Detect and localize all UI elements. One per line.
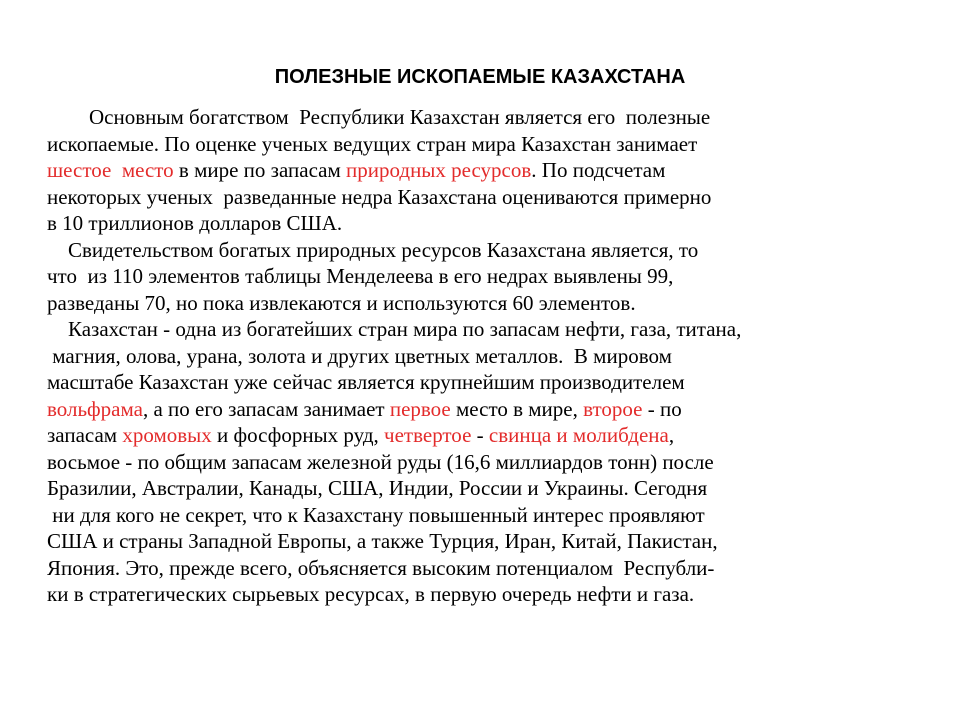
text-segment: - по — [642, 396, 682, 421]
text-line — [47, 502, 927, 529]
text-segment: ки в стратегических сырьевых ресурсах, в первую очередь нефти и газа. — [47, 582, 695, 606]
slide-title: ПОЛЕЗНЫЕ ИСКОПАЕМЫЕ КАЗАХСТАНА — [274, 66, 686, 88]
text-segment: некоторых ученых разведанные недра Казахстана оцениваются примерно — [47, 184, 712, 209]
text-segment: магния, олова, урана, золота и других цветных металлов. В мировом — [47, 343, 672, 368]
highlighted-text: второе — [583, 396, 643, 421]
text-line — [47, 475, 927, 502]
text-segment: место в мире, — [450, 396, 584, 421]
text-line — [47, 316, 927, 343]
text-segment: Основным богатством Республики Казахстан является его полезные — [47, 105, 711, 129]
text-segment: - — [471, 423, 489, 447]
text-segment: масштабе Казахстан уже сейчас является крупнейшим производителем — [47, 370, 685, 394]
text-segment: запасам — [47, 423, 123, 447]
text-line — [47, 581, 927, 608]
text-segment: Свидетельством богатых природных ресурсов Казахстана является, то — [47, 237, 699, 262]
highlighted-text: четвертое — [384, 423, 472, 447]
text-segment: . По подсчетам — [531, 158, 666, 182]
highlighted-text: первое — [389, 396, 451, 421]
text-line — [47, 290, 927, 317]
text-segment: ископаемые. По оценке ученых ведущих стран мира Казахстан занимает — [47, 131, 698, 156]
text-line — [47, 263, 927, 290]
text-segment: США и страны Западной Европы, а также Турция, Иран, Китай, Пакистан, — [47, 529, 718, 553]
text-line — [47, 237, 927, 264]
text-line — [47, 422, 927, 449]
text-segment: , — [668, 423, 675, 447]
text-segment: Бразилии, Австралии, Канады, США, Индии, России и Украины. Сегодня — [47, 476, 708, 500]
text-line — [47, 396, 927, 423]
text-line — [47, 449, 927, 476]
highlighted-text: хромовых — [122, 423, 212, 447]
text-line — [47, 131, 927, 158]
text-segment: , а по его запасам занимает — [142, 396, 390, 421]
body-text — [47, 104, 927, 608]
text-line — [47, 104, 927, 131]
text-segment: восьмое - по общим запасам железной руды (16,6 миллиардов тонн) после — [47, 449, 714, 474]
highlighted-text: вольфрама — [47, 396, 143, 421]
text-segment: Казахстан - одна из богатейших стран мира по запасам нефти, газа, титана, — [47, 317, 742, 341]
text-line — [47, 528, 927, 555]
text-line — [47, 369, 927, 396]
text-segment: ни для кого не секрет, что к Казахстану повышенный интерес проявляют — [47, 502, 705, 527]
text-segment: и фосфорных руд, — [211, 423, 385, 447]
text-segment: в 10 триллионов долларов США. — [47, 211, 343, 235]
text-line — [47, 555, 927, 582]
text-line — [47, 210, 927, 237]
text-line — [47, 157, 927, 184]
text-segment: Япония. Это, прежде всего, объясняется высоким потенциалом Республи- — [47, 555, 715, 580]
text-segment: в мире по запасам — [173, 158, 347, 182]
text-segment: разведаны 70, но пока извлекаются и используются 60 элементов. — [47, 290, 636, 315]
text-segment: что из 110 элементов таблицы Менделеева в его недрах выявлены 99, — [47, 264, 674, 288]
text-line — [47, 184, 927, 211]
highlighted-text: шестое место — [47, 158, 174, 182]
highlighted-text: природных ресурсов — [346, 158, 532, 182]
highlighted-text: свинца и молибдена — [488, 423, 669, 447]
text-line — [47, 343, 927, 370]
